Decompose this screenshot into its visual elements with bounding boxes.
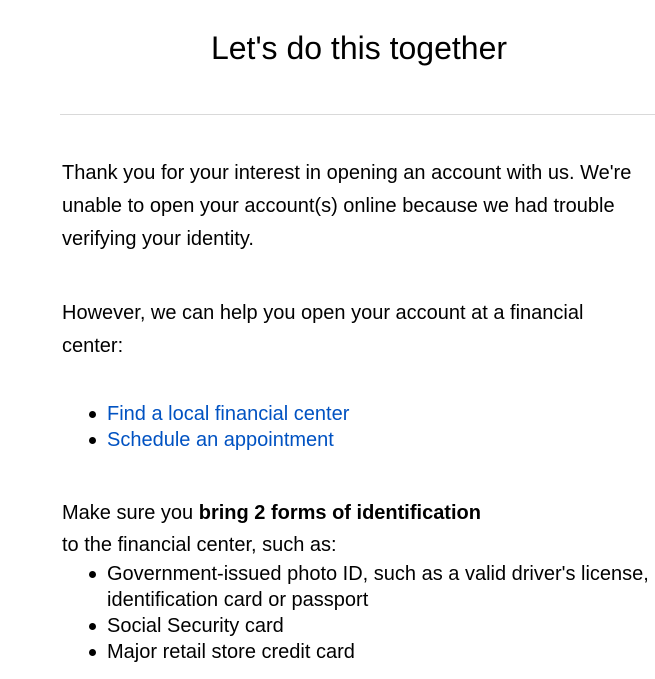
intro-paragraph: Thank you for your interest in opening an account with us. We're unable to open your account(s) online because we had trouble verifying your identity. (62, 162, 632, 250)
schedule-appointment-link[interactable]: Schedule an appointment (107, 429, 334, 451)
list-item (107, 401, 655, 427)
identification-emphasis: bring 2 forms of identification (198, 502, 481, 524)
list-item (107, 427, 655, 453)
find-financial-center-link[interactable]: Find a local financial center (107, 403, 350, 425)
identification-paragraph (62, 497, 642, 561)
list-item: Social Security card (107, 613, 655, 639)
link-list (62, 401, 655, 453)
identification-prefix: Make sure you (62, 502, 199, 524)
divider (60, 114, 655, 115)
identification-suffix: to the financial center, such as: (62, 534, 337, 556)
list-item: Major retail store credit card (107, 639, 655, 665)
page-title: Let's do this together (210, 30, 508, 66)
help-paragraph: However, we can help you open your account at a financial center: (62, 302, 584, 357)
identification-list (62, 561, 655, 665)
list-item: Government-issued photo ID, such as a valid driver's license, identification card or passport (107, 561, 655, 613)
